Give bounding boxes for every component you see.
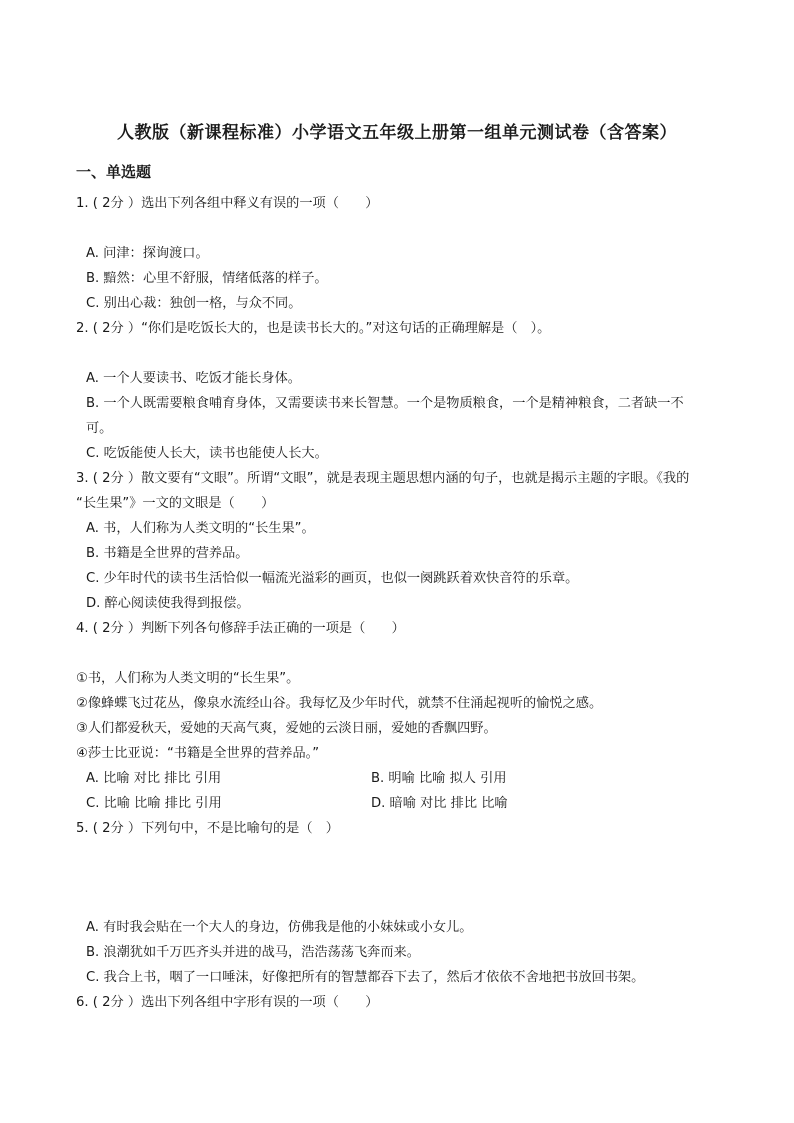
question-5-option-b: B. 浪潮犹如千万匹齐头并进的战马，浩浩荡荡飞奔而来。 xyxy=(86,945,420,960)
question-3-option-a: A. 书，人们称为人类文明的“长生果”。 xyxy=(86,521,315,536)
question-4-option-c: C. 比喻 比喻 排比 引用 xyxy=(86,796,222,811)
question-2-option-b-cont: 可。 xyxy=(86,421,113,436)
question-3-option-c: C. 少年时代的读书生活恰似一幅流光溢彩的画页，也似一阕跳跃着欢快音符的乐章。 xyxy=(86,571,579,586)
question-3-option-d: D. 醉心阅读使我得到报偿。 xyxy=(86,596,250,611)
question-4-option-d: D. 暗喻 对比 排比 比喻 xyxy=(371,796,508,811)
question-3-stem-cont: “长生果”》一文的文眼是（ ） xyxy=(76,496,275,511)
question-4-item-4: ④莎士比亚说：“书籍是全世界的营养品。” xyxy=(76,746,320,761)
question-2-stem: 2. ( 2分 ）“你们是吃饭长大的，也是读书长大的。”对这句话的正确理解是（ ）。 xyxy=(76,321,551,336)
section-heading: 一、单选题 xyxy=(76,163,152,181)
question-4-item-2: ②像蜂蝶飞过花丛，像泉水流经山谷。我每忆及少年时代，就禁不住涌起视听的愉悦之感。 xyxy=(76,696,603,711)
question-1-option-a: A. 问津：探询渡口。 xyxy=(86,246,209,261)
question-2-option-a: A. 一个人要读书、吃饭才能长身体。 xyxy=(86,371,301,386)
question-5-stem: 5. ( 2分 ）下列句中，不是比喻句的是（ ） xyxy=(76,821,339,836)
question-5-option-c: C. 我合上书，咽了一口唾沫，好像把所有的智慧都吞下去了，然后才依依不舍地把书放回书架。 xyxy=(86,970,645,985)
question-4-option-a: A. 比喻 对比 排比 引用 xyxy=(86,771,222,786)
question-2-option-c: C. 吃饭能使人长大，读书也能使人长大。 xyxy=(86,446,328,461)
question-4-option-b: B. 明喻 比喻 拟人 引用 xyxy=(371,771,507,786)
question-1-option-b: B. 黯然：心里不舒服，情绪低落的样子。 xyxy=(86,271,328,286)
question-3-stem: 3. ( 2分 ）散文要有“文眼”。所谓“文眼”，就是表现主题思想内涵的句子，也就是揭示主题的字眼。《我的 xyxy=(76,471,690,486)
question-4-item-1: ①书，人们称为人类文明的“长生果”。 xyxy=(76,671,300,686)
question-4-item-3: ③人们都爱秋天，爱她的天高气爽，爱她的云淡日丽，爱她的香飘四野。 xyxy=(76,721,497,736)
question-6-stem: 6. ( 2分 ）选出下列各组中字形有误的一项（ ） xyxy=(76,995,379,1010)
question-3-option-b: B. 书籍是全世界的营养品。 xyxy=(86,546,249,561)
question-5-option-a: A. 有时我会贴在一个大人的身边，仿佛我是他的小妹妹或小女儿。 xyxy=(86,920,473,935)
question-2-option-b: B. 一个人既需要粮食哺育身体，又需要读书来长智慧。一个是物质粮食，一个是精神粮食，二者缺一不 xyxy=(86,396,684,411)
question-1-option-c: C. 别出心裁：独创一格，与众不同。 xyxy=(86,296,302,311)
question-1-stem: 1. ( 2分 ）选出下列各组中释义有误的一项（ ） xyxy=(76,196,379,211)
question-4-stem: 4. ( 2分 ）判断下列各句修辞手法正确的一项是（ ） xyxy=(76,621,405,636)
page-title: 人教版（新课程标准）小学语文五年级上册第一组单元测试卷（含答案） xyxy=(117,123,677,143)
